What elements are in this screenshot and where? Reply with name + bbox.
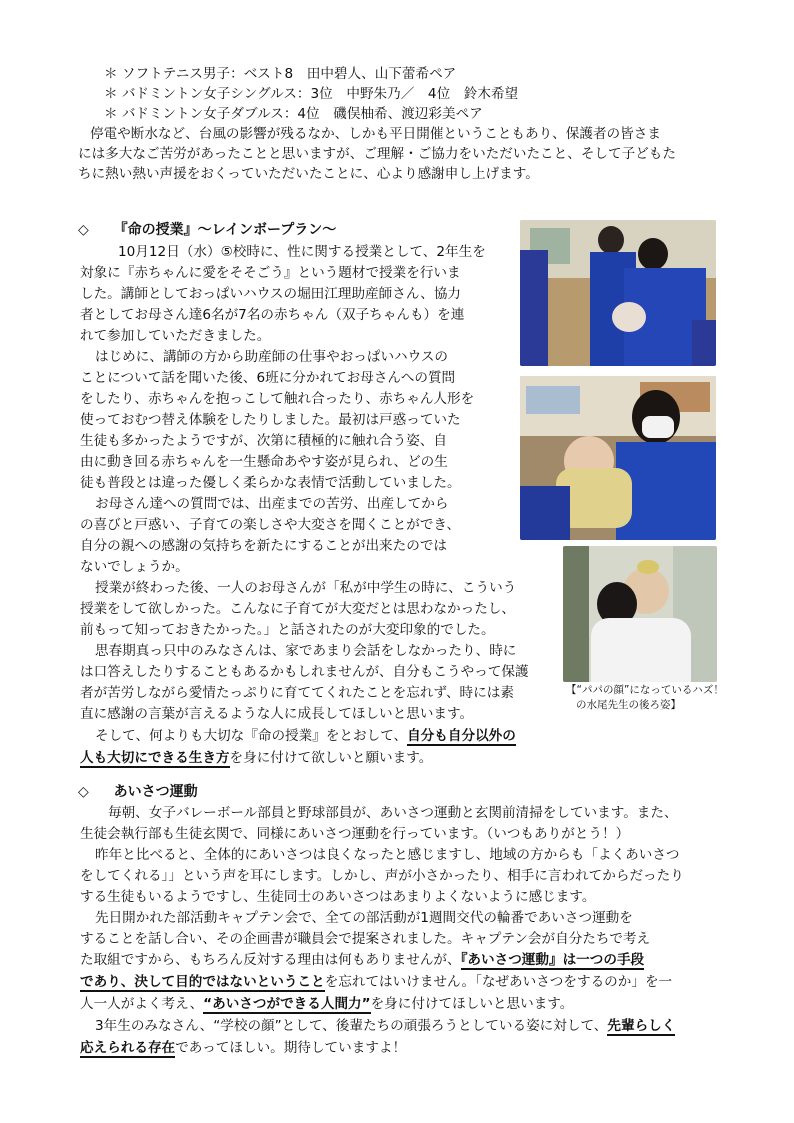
s1-line-11: 由に動き回る赤ちゃんを一生懸命あやす姿が見られ、どの生 bbox=[80, 454, 448, 470]
section1-title: 『命の授業』～レインボープラン～ bbox=[113, 222, 337, 238]
s1-line-15: 自分の親への感謝の気持ちを新たにすることが出来たのでは bbox=[80, 538, 448, 554]
s1-line-23: 直に感謝の言葉が言えるような人に成長してほしいと思います。 bbox=[80, 706, 474, 722]
s2-line-3: 昨年と比べると、全体的にあいさつは良くなったと感じますし、地域の方からも「よくあいさつ bbox=[95, 847, 680, 863]
photo-students-holding-baby-1 bbox=[520, 220, 716, 366]
s2-l10-emphasis: “あいさつができる人間力” bbox=[203, 996, 371, 1012]
s1-closing-line-1 bbox=[95, 726, 516, 746]
closing-pre: そして、何よりも大切な『命の授業』をとおして、 bbox=[95, 728, 408, 744]
thanks-line-2: には多大なご苦労があったことと思いますが、ご理解・ご協力をいただいたこと、そして子どもた bbox=[78, 146, 676, 162]
s2-line-9 bbox=[80, 972, 672, 992]
s1-closing-line-2 bbox=[80, 748, 432, 768]
photo-student-holding-baby-2 bbox=[520, 376, 716, 540]
s2-l10-pre: 人一人がよく考え、 bbox=[80, 996, 204, 1012]
s2-l11-emphasis: 先輩らしく bbox=[607, 1018, 676, 1034]
result-line-3: ＊ バドミントン女子ダブルス：4位 磯俣柚希、渡辺彩美ペア bbox=[104, 106, 483, 122]
result-line-1: ＊ ソフトテニス男子：ベスト8 田中碧人、山下蕾希ペア bbox=[104, 66, 457, 82]
s2-l10-post: を身に付けてほしいと思います。 bbox=[370, 996, 574, 1012]
result-line-2: ＊ バドミントン女子シングルス：3位 中野朱乃／ 4位 鈴木希望 bbox=[104, 86, 519, 102]
s1-line-20: 思春期真っ只中のみなさんは、家であまり会話をしなかったり、時に bbox=[95, 643, 517, 659]
photo-caption bbox=[566, 683, 724, 713]
thanks-line-1: 停電や断水など、台風の影響が残るなか、しかも平日開催ということもあり、保護者の皆さま bbox=[90, 126, 661, 142]
s1-line-6: はじめに、講師の方から助産師の仕事やおっぱいハウスの bbox=[95, 349, 449, 365]
s1-line-18: 授業をして欲しかった。こんなに子育てが大変だとは思わなかったし、 bbox=[80, 601, 515, 617]
s2-l8-pre: た取組ですから、もちろん反対する理由は何もありませんが、 bbox=[80, 952, 461, 968]
s2-l12-post: であってほしい。期待していますよ！ bbox=[175, 1040, 407, 1056]
caption-line-2: の水尾先生の後ろ姿】 bbox=[576, 699, 681, 711]
s2-l9-emphasis: であり、決して目的ではないということ bbox=[80, 974, 325, 990]
s1-line-2: 対象に『赤ちゃんに愛をそそごう』という題材で授業を行いま bbox=[80, 265, 461, 281]
s1-line-4: 者としてお母さん達6名が7名の赤ちゃん（双子ちゃんも）を連 bbox=[80, 307, 465, 323]
s2-line-2: 生徒会執行部も生徒玄関で、同様にあいさつ運動を行っています。（いつもありがとう！） bbox=[80, 826, 630, 842]
s2-l12-emphasis: 応えられる存在 bbox=[80, 1040, 176, 1056]
s1-line-3: した。講師としておっぱいハウスの堀田江理助産師さん、協力 bbox=[80, 286, 462, 302]
s2-l9-post: を忘れてはいけません。「なぜあいさつをするのか」を一 bbox=[324, 974, 673, 990]
closing-emphasis-1: 自分も自分以外の bbox=[407, 728, 516, 744]
s2-l8-emphasis: 『あいさつ運動』は一つの手段 bbox=[460, 952, 645, 968]
s1-line-12: 徒も普段とは違った優しく柔らかな表情で活動していました。 bbox=[80, 475, 461, 491]
section1-marker: ◇ bbox=[78, 222, 89, 238]
s1-line-17: 授業が終わった後、一人のお母さんが「私が中学生の時に、こういう bbox=[95, 580, 517, 596]
s1-line-1: 10月12日（水）⑤校時に、性に関する授業として、2年生を bbox=[118, 244, 486, 260]
s2-line-10 bbox=[80, 994, 573, 1014]
s1-line-10: 生徒も多かったようですが、次第に積極的に触れ合う姿、自 bbox=[80, 433, 448, 449]
s2-line-8 bbox=[80, 950, 644, 970]
section2-heading bbox=[78, 782, 198, 802]
s2-l11-pre: 3年生のみなさん、“学校の顔”として、後輩たちの頑張ろうとしている姿に対して、 bbox=[95, 1018, 608, 1034]
caption-line-1: 【“パパの顔”になっているハズ！ bbox=[566, 684, 724, 696]
section2-marker: ◇ bbox=[78, 784, 89, 800]
s1-line-9: 使っておむつ替え体験をしたりしました。最初は戸惑っていた bbox=[80, 412, 461, 428]
s2-line-1: 毎朝、女子バレーボール部員と野球部員が、あいさつ運動と玄関前清掃をしています。また、 bbox=[108, 805, 678, 821]
s2-line-11 bbox=[95, 1016, 675, 1036]
s2-line-6: 先日開かれた部活動キャプテン会で、全ての部活動が1週間交代の輪番であいさつ運動を bbox=[95, 910, 633, 926]
s1-line-19: 前もって知っておきたかった。」と話されたのが大変印象的でした。 bbox=[80, 622, 495, 638]
s1-line-22: 者が苦労しながら愛情たっぷりに育ててくれたことを忘れず、時には素 bbox=[80, 685, 514, 701]
s2-line-7: することを話し合い、その企画書が職員会で提案されました。キャプテン会が自分たちで考え bbox=[80, 931, 651, 947]
section2-title: あいさつ運動 bbox=[113, 784, 198, 800]
closing-emphasis-2: 人も大切にできる生き方 bbox=[80, 750, 230, 766]
s2-line-12 bbox=[80, 1038, 406, 1058]
photo-teacher-back bbox=[563, 546, 717, 682]
s1-line-16: ないでしょうか。 bbox=[80, 559, 189, 575]
s1-line-7: ことについて話を聞いた後、6班に分かれてお母さんへの質問 bbox=[80, 370, 456, 386]
s1-line-21: は口答えしたりすることもあるかもしれませんが、自分もこうやって保護 bbox=[80, 664, 529, 680]
s1-line-13: お母さん達への質問では、出産までの苦労、出産してから bbox=[95, 496, 449, 512]
s1-line-8: をしたり、赤ちゃんを抱っこして触れ合ったり、赤ちゃん人形を bbox=[80, 391, 475, 407]
s2-line-4: をしてくれる」」という声を耳にします。しかし、声が小さかったり、相手に言われてからだったり bbox=[80, 868, 684, 884]
section1-heading bbox=[78, 220, 336, 240]
s2-line-5: する生徒もいるようですし、生徒同士のあいさつはあまりよくないように感じます。 bbox=[80, 889, 596, 905]
s1-line-14: の喜びと戸惑い、子育ての楽しさや大変さを聞くことができ、 bbox=[80, 517, 461, 533]
thanks-line-3: ちに熱い熱い声援をおくっていただいたことに、心より感謝申し上げます。 bbox=[78, 166, 539, 182]
s1-line-5: れて参加していただきました。 bbox=[80, 328, 271, 344]
closing-post: を身に付けて欲しいと願います。 bbox=[229, 750, 433, 766]
